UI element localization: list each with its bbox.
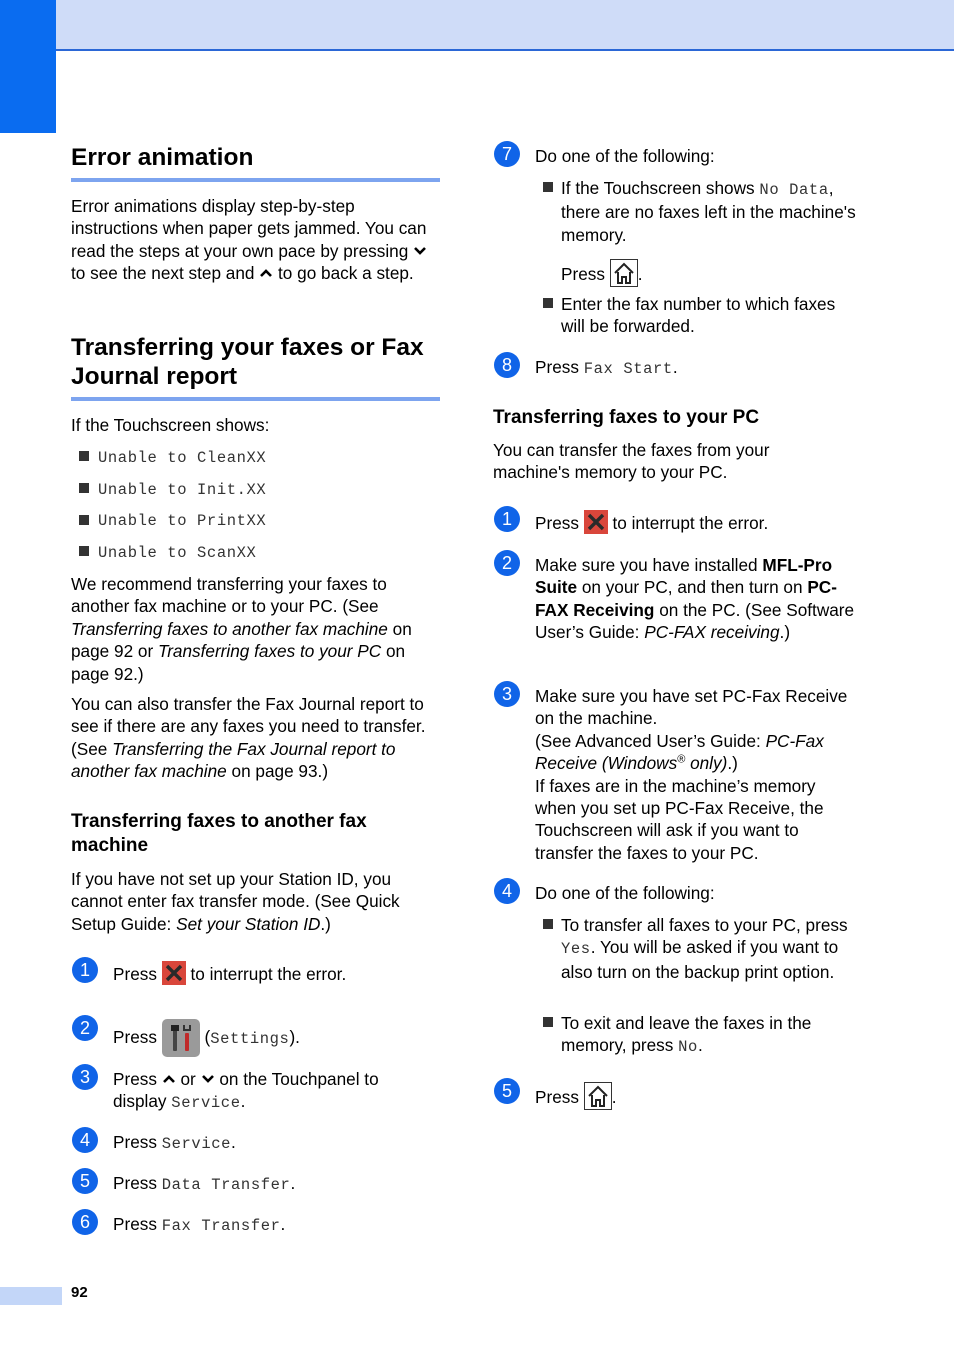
settings-tools-icon	[162, 1019, 200, 1057]
body-text: .	[290, 1173, 296, 1193]
step-6	[113, 1213, 285, 1237]
error-code: Unable to CleanXX	[98, 449, 267, 467]
chapter-tab	[0, 0, 56, 133]
transfer-all-bullet	[561, 914, 861, 983]
body-text: to see the next step and	[71, 263, 255, 284]
pc-step-1	[535, 510, 855, 534]
body-text: Press	[535, 1087, 579, 1107]
link-text: PC-Fax Receive (Windows	[535, 730, 824, 774]
body-text: . You will be asked if you want to also turn on the backup print option.	[561, 937, 839, 982]
home-icon	[610, 259, 638, 287]
bullet-marker	[543, 919, 553, 929]
heading-rule	[71, 178, 440, 182]
body-text: Press	[113, 964, 157, 984]
body-text: on your PC, and then turn on	[581, 577, 803, 598]
step-number: 7	[494, 141, 520, 167]
cross-reference-link[interactable]: Transferring the Fax Journal report to another fax machine	[71, 738, 396, 782]
press-home	[561, 259, 643, 287]
body-text: If the Touchscreen shows	[561, 178, 755, 198]
step-number: 5	[494, 1078, 520, 1104]
error-animation-heading: Error animation	[71, 144, 254, 171]
step-4	[113, 1131, 236, 1155]
step-number: 3	[72, 1064, 98, 1090]
body-text: If you have not set up your Station ID, you cannot enter fax transfer mode. (See Quick Setup Guide:	[71, 869, 400, 934]
cross-reference-link[interactable]: Transferring faxes to another fax machine	[71, 618, 388, 639]
pc-step-2	[535, 554, 857, 644]
recommend-paragraph	[71, 573, 437, 685]
bullet-marker	[543, 182, 553, 192]
body-text: (	[204, 1027, 211, 1047]
menu-code: Service	[171, 1094, 241, 1113]
body-text: .	[672, 357, 678, 377]
menu-code: Fax Start	[583, 360, 673, 378]
body-text: To transfer all faxes to your PC, press	[561, 915, 848, 935]
body-text: or	[180, 1069, 196, 1089]
menu-code: Fax Transfer	[161, 1217, 281, 1235]
step-number: 4	[494, 878, 520, 904]
body-text: to interrupt the error.	[612, 513, 769, 533]
bullet-marker	[543, 298, 553, 308]
station-id-paragraph	[71, 868, 437, 935]
step-number: 5	[72, 1168, 98, 1194]
pc-step-3	[535, 685, 857, 864]
body-text: .	[231, 1132, 236, 1152]
transferring-heading: Transferring your faxes or Fax Journal report	[71, 334, 424, 390]
step-3	[113, 1068, 423, 1115]
step-number: 8	[494, 352, 520, 378]
menu-code: No Data	[759, 181, 829, 199]
body-text: If faxes are in the machine’s memory when you set up PC-Fax Receive, the Touchscreen will ask if you want to transfer the faxes to your PC.	[535, 775, 824, 863]
body-text: .	[280, 1214, 286, 1234]
to-pc-intro: You can transfer the faxes from your machine's memory to your PC.	[493, 440, 770, 483]
body-text: .	[637, 264, 643, 284]
body-text: Make sure you have set PC-Fax Receive on the machine.	[535, 686, 848, 729]
home-icon	[584, 1082, 612, 1110]
step-number: 2	[494, 550, 520, 576]
menu-code: Yes	[561, 940, 591, 959]
body-text: .)	[320, 913, 331, 934]
body-text: on the PC. (See Software User’s Guide:	[535, 599, 855, 643]
body-text: to go back a step.	[278, 263, 414, 284]
fax-journal-paragraph	[71, 693, 437, 783]
body-text: on page 92.)	[71, 641, 406, 684]
chevron-down-icon	[413, 245, 427, 257]
body-text: , there are no faxes left in the machine's memory.	[561, 178, 856, 245]
bullet-marker	[543, 1017, 553, 1027]
bullet-marker	[79, 546, 89, 556]
to-pc-heading: Transferring faxes to your PC	[493, 407, 760, 428]
pc-step-4: Do one of the following:	[535, 883, 715, 903]
body-text: You can also transfer the Fax Journal report to see if there are any faxes you need to transfer. (See	[71, 694, 426, 759]
advanced-guide-ref	[535, 730, 857, 775]
step-number: 1	[494, 506, 520, 532]
body-text: .	[697, 1035, 703, 1056]
body-text: (See Advanced User’s Guide:	[535, 730, 761, 751]
step-1	[113, 961, 433, 985]
step-number: 6	[72, 1209, 98, 1235]
pc-step-5	[535, 1082, 617, 1110]
cross-reference-link[interactable]: Set your Station ID	[176, 913, 321, 934]
body-text: ).	[289, 1027, 300, 1047]
bullet-marker	[79, 515, 89, 525]
body-text: Press	[113, 1214, 157, 1234]
bullet-marker	[79, 483, 89, 493]
body-text: to interrupt the error.	[190, 964, 347, 984]
body-text: on the Touchpanel to display	[113, 1069, 379, 1112]
body-text: Make sure you have installed	[535, 555, 758, 575]
body-text: on page 92 or	[71, 618, 412, 662]
registered-mark: ®	[677, 753, 686, 766]
body-text: Press	[113, 1132, 157, 1152]
stop-x-icon	[162, 961, 186, 985]
step-5	[113, 1172, 295, 1196]
page-number-bar	[0, 1287, 62, 1305]
fax-number-bullet: Enter the fax number to which faxes will be forwarded.	[561, 294, 836, 337]
exit-bullet	[561, 1012, 861, 1059]
link-text: only)	[690, 753, 728, 774]
body-text: .	[611, 1087, 617, 1107]
body-text: Press	[535, 357, 579, 377]
body-text: Press	[113, 1027, 157, 1047]
body-text: on page 93.)	[231, 761, 329, 782]
error-animation-body	[71, 195, 437, 285]
software-name: PC-FAX Receiving	[535, 577, 837, 620]
touchscreen-intro: If the Touchscreen shows:	[71, 415, 270, 435]
stop-x-icon	[584, 510, 608, 534]
menu-code: Data Transfer	[161, 1176, 291, 1194]
another-machine-heading: Transferring faxes to another fax machine	[71, 811, 367, 856]
body-text: .)	[727, 753, 738, 774]
page-number: 92	[71, 1284, 88, 1301]
chevron-up-icon	[162, 1073, 176, 1085]
body-text: Error animations display step-by-step instructions when paper gets jammed. You can read the steps at your own pace by pressing	[71, 196, 427, 261]
header-band	[0, 0, 954, 51]
body-text: To exit and leave the faxes in the memory, press	[561, 1013, 812, 1056]
error-code: Unable to ScanXX	[98, 544, 257, 562]
heading-rule	[71, 397, 440, 401]
body-text: Press	[113, 1173, 157, 1193]
menu-code: Settings	[210, 1030, 290, 1048]
cross-reference-link[interactable]: Transferring faxes to your PC	[157, 641, 382, 662]
software-name: MFL-Pro Suite	[535, 555, 833, 598]
error-code: Unable to PrintXX	[98, 512, 267, 530]
chevron-down-icon	[201, 1073, 215, 1085]
step-number: 2	[72, 1015, 98, 1041]
body-text: .)	[779, 622, 791, 643]
step-number: 1	[72, 957, 98, 983]
body-text: Press	[535, 513, 579, 533]
no-data-bullet	[561, 177, 861, 246]
menu-code: No	[678, 1038, 698, 1057]
bullet-marker	[79, 451, 89, 461]
step-8	[535, 356, 678, 380]
step-number: 3	[494, 681, 520, 707]
body-text: Press	[113, 1069, 157, 1089]
menu-code: Service	[161, 1135, 232, 1153]
chevron-up-icon	[259, 267, 273, 279]
step-number: 4	[72, 1127, 98, 1153]
body-text: We recommend transferring your faxes to another fax machine or to your PC. (See	[71, 574, 387, 617]
cross-reference-link[interactable]: PC-FAX receiving	[644, 622, 780, 643]
error-code: Unable to Init.XX	[98, 481, 267, 499]
body-text: .	[240, 1091, 246, 1112]
step-2	[113, 1019, 433, 1057]
step-7: Do one of the following:	[535, 146, 715, 166]
body-text: Press	[561, 264, 605, 284]
